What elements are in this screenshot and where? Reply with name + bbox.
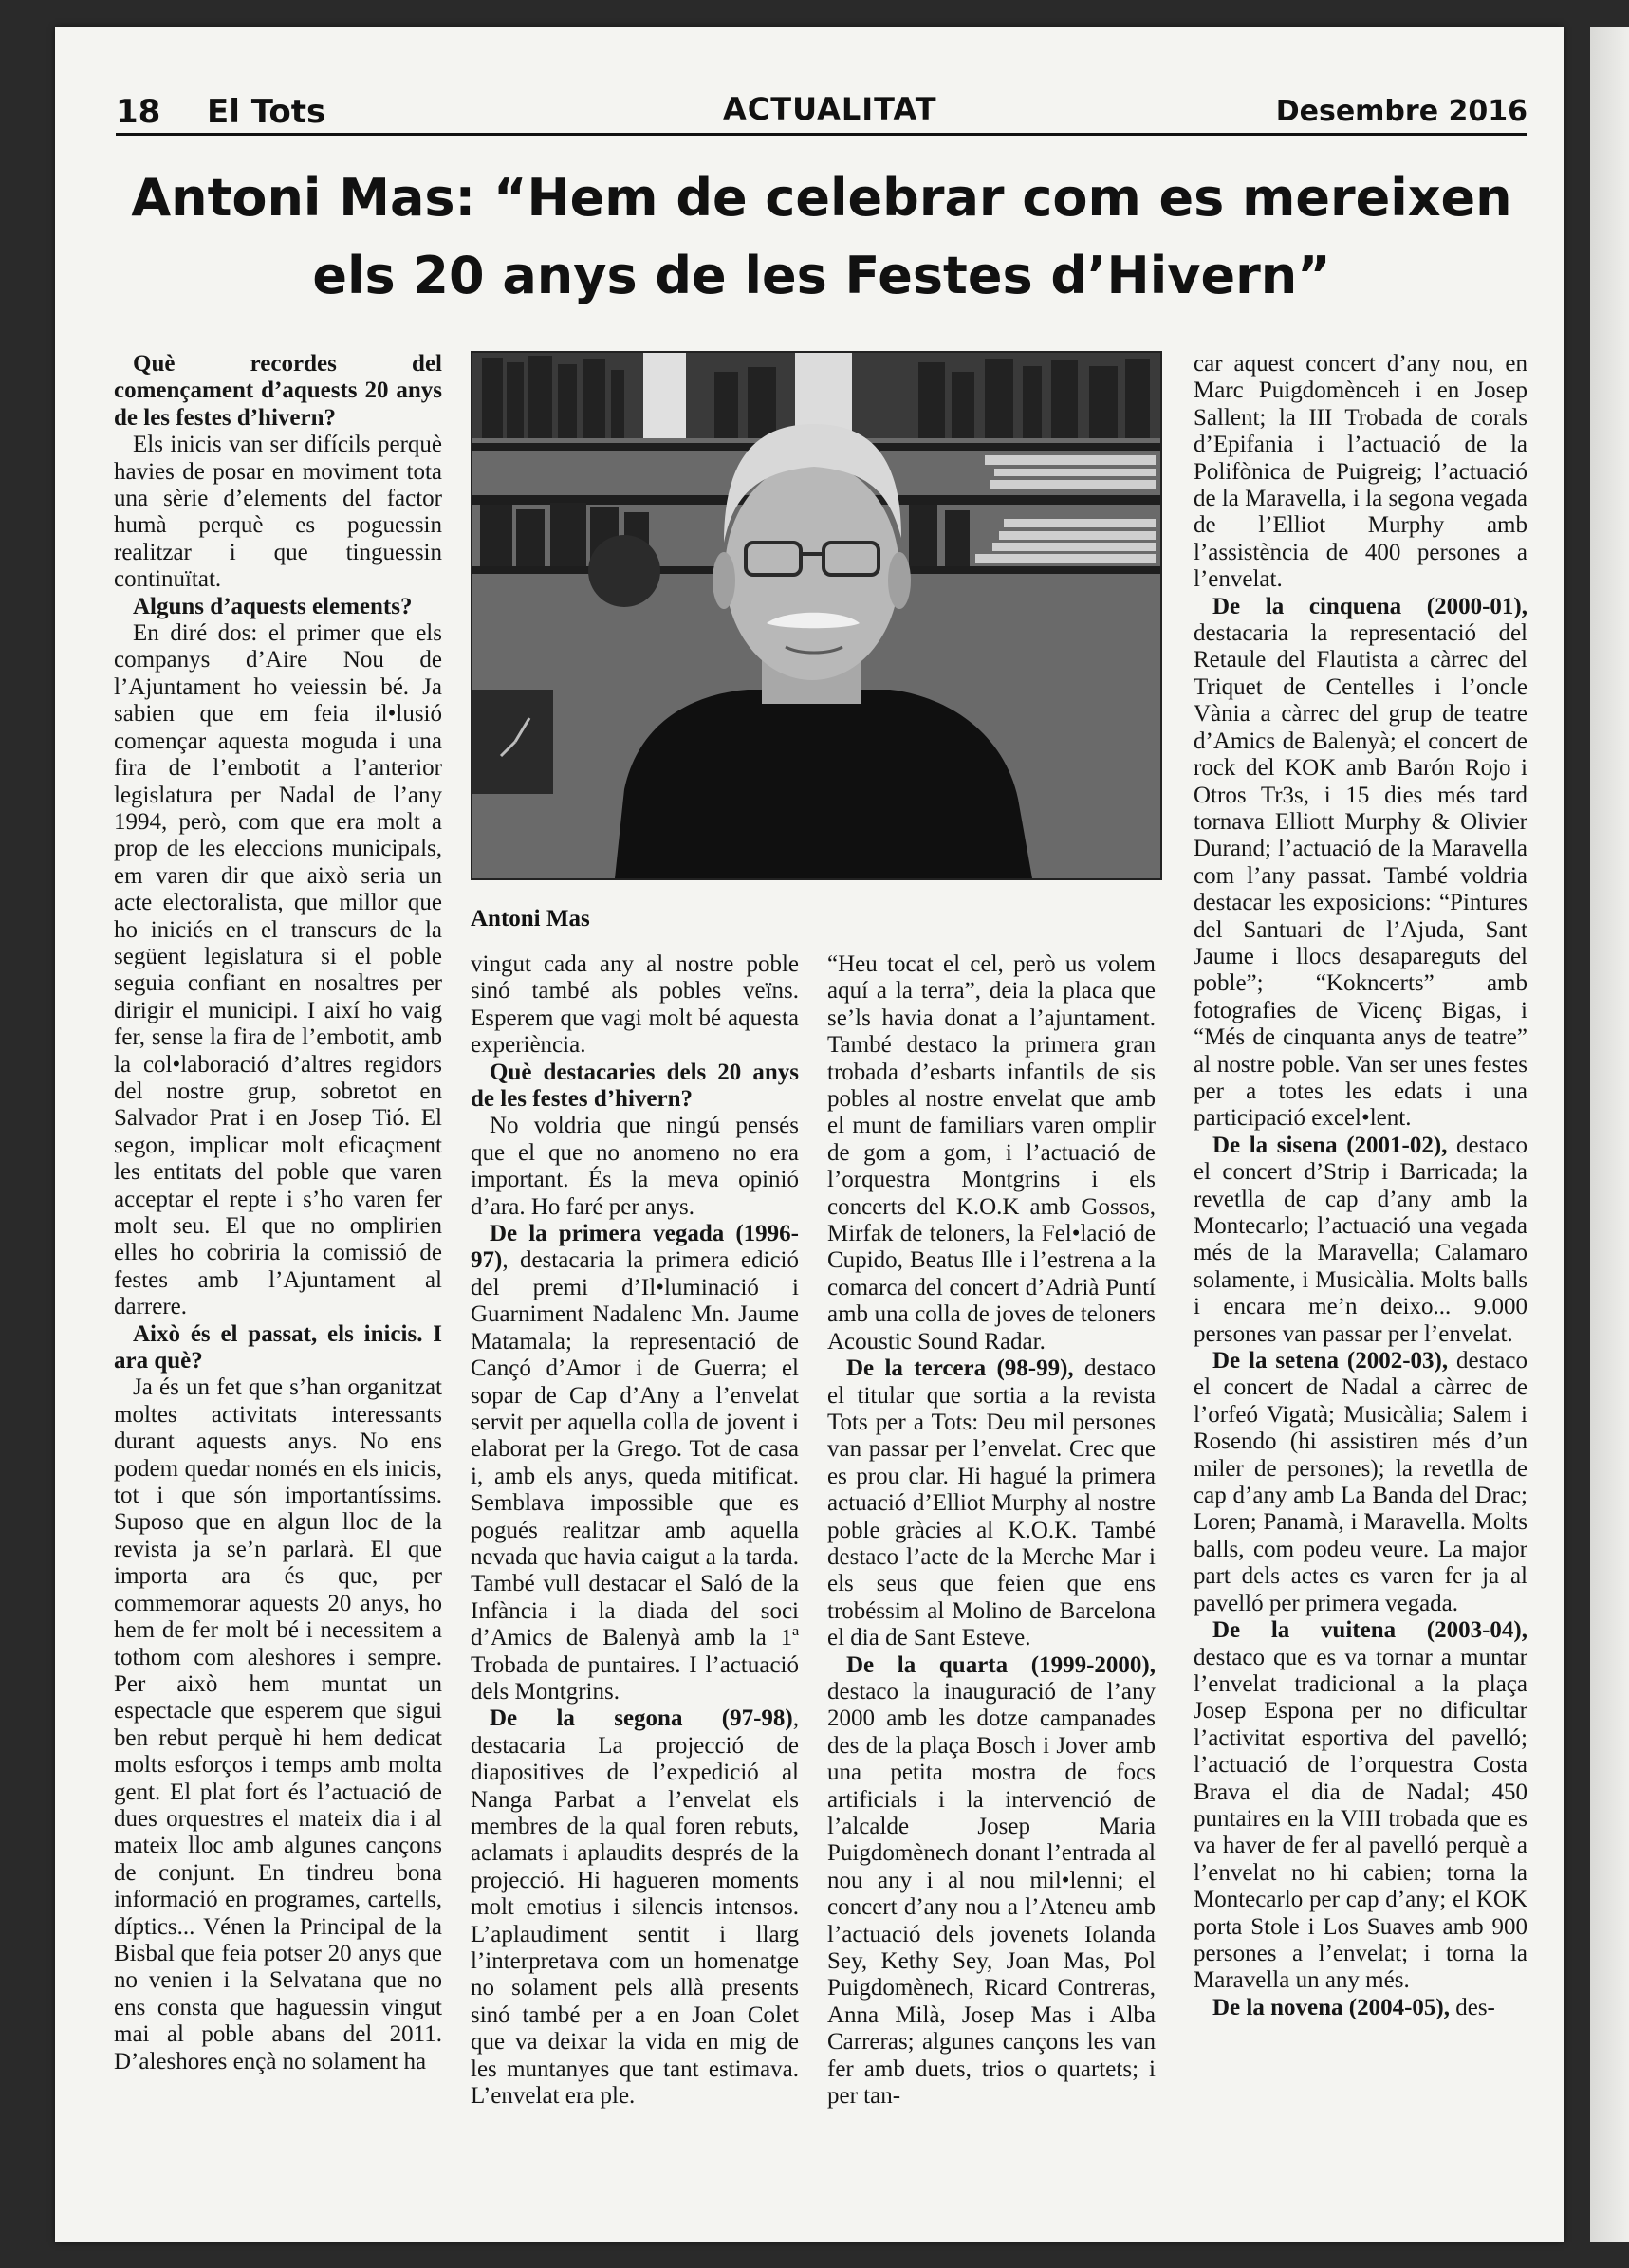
text-column-4 bbox=[1194, 351, 1527, 2180]
issue-date: Desembre 2016 bbox=[1275, 95, 1527, 128]
paragraph-lead: De la quarta (1999-2000), bbox=[846, 1651, 1156, 1678]
photo-caption: Antoni Mas bbox=[471, 906, 590, 931]
page-header bbox=[116, 91, 1527, 138]
text-column-3 bbox=[827, 951, 1156, 2180]
paragraph-lead: De la cinquena (2000-01), bbox=[1212, 593, 1527, 619]
paragraph-body: destacaria la representació del Retaule del Flautista a càrrec del Triquet de Centelles i l’oncle Vània a càrrec del grup de teatre d’Amics de Balenyà; el concert de rock del KOK amb Barón Rojo i Otros Tr3s, i 15 dies més tard tornava Elliott Murphy & Olivier Durand; l’actuació de la Maravella com l’any passat. També voldria destacar les exposicions: “Pintures del Santuari de l’Ajuda, Sant Jaume i llocs desapareguts del poble”; “Kokncerts” amb fotografies de Vicenç Bigas, i “Més de cinquanta anys de teatre” al nostre poble. Van ser unes festes per a totes les edats i una participació excel•lent. bbox=[1194, 620, 1527, 1132]
answer-paragraph: car aquest concert d’any nou, en Marc Puigdomènceh i en Josep Sallent; la III Trobada de corals d’Epifania i l’actuació de la Polifònica de Puigreig; l’actuació de la Maravella, i la segona vegada de l’Elliot Murphy amb l’assistència de 400 persones a l’envelat. bbox=[1194, 351, 1527, 593]
answer-paragraph: No voldria que ningú pensés que el que no anomeno no era important. És la meva opinió d’ara. Ho faré per anys. bbox=[471, 1113, 799, 1220]
answer-paragraph bbox=[1194, 1617, 1527, 1995]
answer-paragraph bbox=[1194, 1133, 1527, 1348]
interview-question: Què recordes del començament d’aquests 20 anys de les festes d’hivern? bbox=[114, 351, 442, 431]
paragraph-lead: De la tercera (98-99), bbox=[846, 1355, 1074, 1382]
answer-paragraph: “Heu tocat el cel, però us volem aquí a la terra”, deia la placa que se’ls havia donat a l’ajuntament. També destaco la primera gran trobada d’esbarts infantils de sis pobles al nostre envelat que amb el munt de familiars varen omplir de gom a gom, i l’actuació de l’orquestra Montgrins i els concerts del K.O.K amb Gossos, Mirfak de teloners, la Fel•lació de Cupido, Beatus Ille i l’estrena a la comarca del concert d’Adrià Puntí amb una colla de joves de teloners Acoustic Sound Radar. bbox=[827, 951, 1156, 1355]
paragraph-lead: De la segona (97-98) bbox=[490, 1706, 793, 1732]
portrait-photo-image bbox=[472, 353, 1160, 878]
article-title bbox=[116, 159, 1527, 315]
paragraph-body: , destacaria La projecció de diapositives de l’expedició al Nanga Parbat a l’envelat els membres de la qual foren rebuts, aclamats i aplaudits després de la projecció. Hi hagueren moments molt emotius i silencis intensos. L’aplaudiment sentit i llarg l’interpretava com un homenatge no solament pels allà presents sinó també per a en Joan Colet que va deixar la vida en mig de les muntanyes que tant estimava. L’envelat era ple. bbox=[471, 1706, 799, 2110]
answer-paragraph bbox=[471, 1221, 799, 1706]
next-page-edge bbox=[1590, 27, 1629, 2242]
header-rule bbox=[116, 133, 1527, 136]
paragraph-lead: De la sisena (2001-02), bbox=[1212, 1132, 1448, 1158]
paragraph-lead: De la vuitena (2003-04), bbox=[1212, 1617, 1527, 1644]
paragraph-lead: De la primera vegada (1996-97) bbox=[471, 1221, 799, 1274]
title-line-2: els 20 anys de les Festes d’Hivern” bbox=[312, 246, 1331, 305]
answer-paragraph bbox=[1194, 1995, 1527, 2021]
publication-name: El Tots bbox=[207, 93, 326, 131]
answer-paragraph: Els inicis van ser difícils perquè havies de posar en moviment tota una sèrie d’elements del factor humà perquè es poguessin realitzar i que tinguessin continuïtat. bbox=[114, 432, 442, 593]
paragraph-body: destaco el concert d’Strip i Barricada; la revetlla de cap d’any amb la Montecarlo; l’actuació una vegada més de la Maravella; Calamaro solamente, i Musicàlia. Molts balls i encara me’n deixo... 9.000 persones van passar per l’envelat. bbox=[1194, 1132, 1527, 1347]
answer-paragraph bbox=[1194, 1348, 1527, 1617]
answer-paragraph: Ja és un fet que s’han organitzat moltes activitats interessants durant aquests anys. No ens podem quedar només en els inicis, tot i que són importantíssims. Suposo que en algun lloc de la revista ja se’n parlarà. El que importa ara és que, per commemorar aquests 20 anys, ho hem de fer molt bé i necessitem a tothom com aleshores i sempre. Per això hem muntat un espectacle que esperem que sigui ben rebut perquè hi hem dedicat molts esforços i temps amb molta gent. El plat fort és l’actuació de dues orquestres el mateix dia i al mateix lloc amb algunes cançons de conjunt. En tindreu bona informació en programes, cartells, díptics... Vénen la Principal de la Bisbal que feia potser 20 anys que no venien i la Selvatana que no ens consta que haguessin vingut mai al poble abans del 2011. D’aleshores ençà no solament ha bbox=[114, 1374, 442, 2074]
text-column-2 bbox=[471, 951, 799, 2180]
answer-paragraph bbox=[1194, 594, 1527, 1133]
paragraph-body: destaco la inauguració de l’any 2000 amb les dotze campanades des de la plaça Bosch i Jover amb una petita mostra de focs artificials i la intervenció de l’alcalde Josep Maria Puigdomènech donant l’entrada al nou any i al nou mil•lenni; el concert d’any nou a l’Ateneu amb l’actuació dels jovenets Iolanda Sey, Kethy Sey, Joan Mas, Pol Puigdomènech, Ricard Contreras, Anna Milà, Josep Mas i Alba Carreras; algunes cançons les van fer amb duets, trios o quartets; i per tan- bbox=[827, 1678, 1156, 2110]
paragraph-lead: De la setena (2002-03), bbox=[1212, 1348, 1449, 1374]
text-column-1 bbox=[114, 351, 442, 2180]
answer-paragraph: En diré dos: el primer que els companys d’Aire Nou de l’Ajuntament ho veiessin bé. Ja sabien que em feia il•lusió començar aquesta moguda i una fira de l’embotit a l’anterior legislatura per Nadal de l’any 1994, però, com que era molt a prop de les eleccions municipals, em varen dir que això seria un acte electoralista, que millor que ho iniciés en el transcurs de la següent legislatura si el poble seguia confiant en nosaltres per dirigir el municipi. I així ho vaig fer, sense la fira de l’embotit, amb la col•laboració d’altres regidors del nostre grup, sobretot en Salvador Prat i en Josep Tió. El segon, implicar molt eficaçment les entitats del poble que varen acceptar el repte i s’ho varen fer molt seu. El que no omplirien elles ho cobriria la comissió de festes amb l’Ajuntament al darrere. bbox=[114, 620, 442, 1320]
paragraph-lead: De la novena (2004-05), bbox=[1212, 1994, 1450, 2020]
paragraph-body: , destacaria la primera edició del premi d’Il•luminació i Guarniment Nadalenc Mn. Jaume Matamala; la representació de Cançó d’Amor i de Guerra; el sopar de Cap d’Any a l’envelat servit per aquella colla de jovent i elaborat per la Grego. Tot de casa i, amb els anys, queda mitificat. Semblava impossible que es pogués realitzar amb aquella nevada que havia caigut a la tarda. També vull destacar el Saló de la Infància i la diada del soci d’Amics de Balenyà amb la 1ª Trobada de puntaires. I l’actuació dels Montgrins. bbox=[471, 1247, 799, 1705]
answer-paragraph bbox=[827, 1355, 1156, 1651]
answer-paragraph bbox=[471, 1706, 799, 2110]
paragraph-body: des- bbox=[1449, 1994, 1495, 2020]
paragraph-body: destaco el concert de Nadal a càrrec de l’orfeó Vigatà; Musicàlia; Salem i Rosendo (hi assistiren més d’un miler de persones); la revetlla de cap d’any amb La Banda del Drac; Loren; Panamà, i Maravella. Molts balls, com podeu veure. La major part dels actes es varen fer ja al pavelló per primera vegada. bbox=[1194, 1348, 1527, 1616]
page-number: 18 bbox=[116, 93, 161, 131]
answer-paragraph: vingut cada any al nostre poble sinó també als pobles veïns. Esperem que vagi molt bé aquesta experiència. bbox=[471, 951, 799, 1059]
title-line-1: Antoni Mas: “Hem de celebrar com es mereixen bbox=[131, 168, 1512, 228]
interview-question: Què destacaries dels 20 anys de les festes d’hivern? bbox=[471, 1059, 799, 1113]
portrait-photo bbox=[471, 351, 1162, 880]
interview-question: Això és el passat, els inicis. I ara què? bbox=[114, 1320, 442, 1374]
answer-paragraph bbox=[827, 1652, 1156, 2111]
paragraph-body: destaco que es va tornar a muntar l’envelat tradicional a la plaça Josep Espona per no dificultar l’activitat esportiva del pavelló; l’actuació de l’orquestra Costa Brava el dia de Nadal; 450 puntaires en la VIII trobada que es va haver de fer al pavelló perquè a l’envelat no hi cabien; torna la Montecarlo per cap d’any; el KOK porta Stole i Los Suaves amb 900 persones a l’envelat; i torna la Maravella un any més. bbox=[1194, 1644, 1527, 1994]
interview-question: Alguns d’aquests elements? bbox=[133, 593, 413, 619]
section-name: ACTUALITAT bbox=[723, 91, 937, 127]
paragraph-body: destaco el titular que sortia a la revista Tots per a Tots: Deu mil persones van passar per l’envelat. Crec que es prou clar. Hi hagué la primera actuació d’Elliot Murphy al nostre poble gràcies al K.O.K. També destaco l’acte de la Merche Mar i els seus que feien que ens trobéssim al Molino de Barcelona el dia de Sant Esteve. bbox=[827, 1355, 1156, 1651]
